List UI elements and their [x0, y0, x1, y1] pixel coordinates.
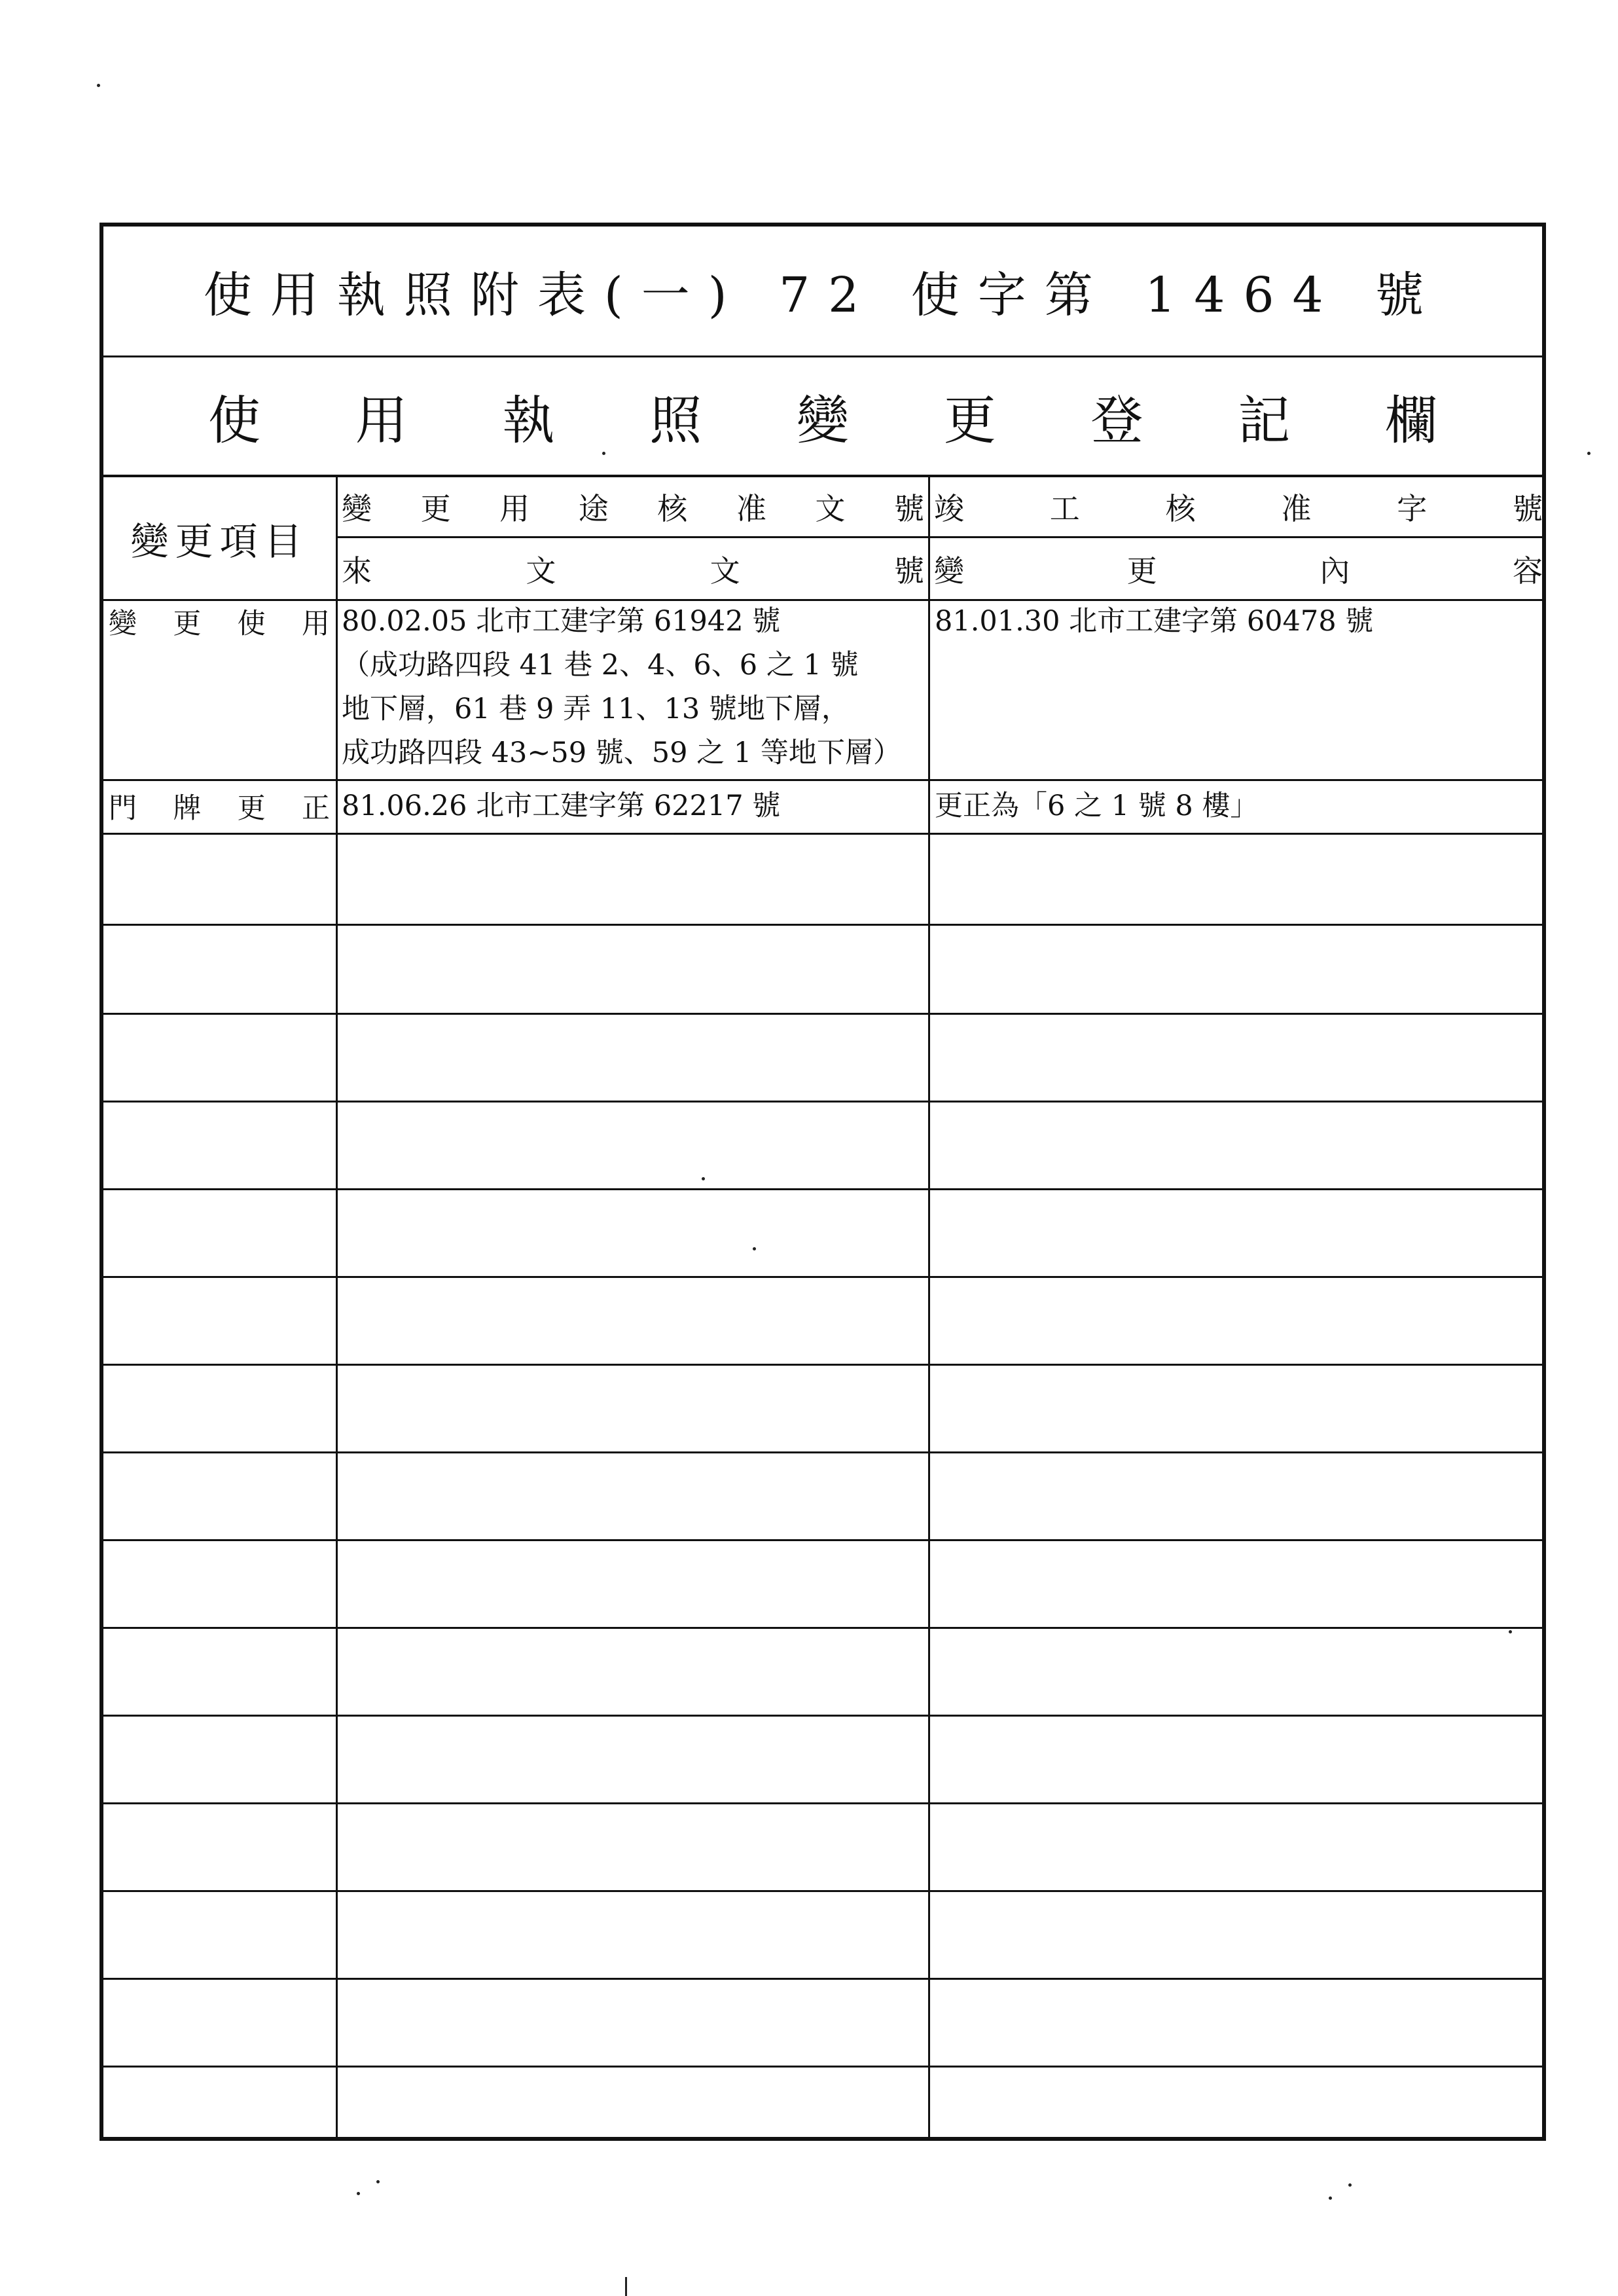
section-title — [103, 357, 1542, 477]
char: 字 — [1397, 491, 1428, 526]
row-completion: 更正為「6 之 1 號 8 樓」 — [935, 790, 1259, 822]
char: 更 — [237, 792, 266, 825]
char: 號 — [1512, 491, 1543, 526]
scan-speck — [702, 1177, 705, 1180]
table-grid — [103, 477, 1542, 2137]
row-item — [106, 786, 333, 826]
header-change-content — [931, 538, 1545, 599]
header-change-item: 變更項目 — [130, 519, 309, 564]
row-approval-line: 地下層，61 巷 9 弄 11、13 號地下層， — [342, 693, 850, 725]
scan-speck — [357, 2192, 360, 2195]
char: 更 — [1126, 553, 1157, 589]
row-item — [106, 602, 333, 641]
char: 來 — [342, 553, 372, 589]
scan-speck — [1348, 2183, 1352, 2187]
char: 更 — [173, 607, 202, 640]
char: 核 — [1165, 491, 1196, 526]
license-table — [99, 223, 1546, 2141]
row-completion: 81.01.30 北市工建字第 60478 號 — [935, 605, 1374, 638]
char: 容 — [1512, 553, 1543, 589]
scan-mark — [625, 2277, 627, 2296]
header-completion-no — [931, 477, 1545, 536]
char: 正 — [301, 792, 330, 825]
row-approval-line: 81.06.26 北市工建字第 62217 號 — [342, 790, 781, 822]
char: 文 — [526, 553, 556, 589]
char: 文 — [710, 553, 740, 589]
char: 執 — [502, 390, 555, 451]
char: 變 — [109, 607, 137, 640]
char: 准 — [1281, 491, 1312, 526]
row-approval-line: 80.02.05 北市工建字第 61942 號 — [342, 605, 781, 638]
char: 竣 — [934, 491, 964, 526]
scan-speck — [1509, 1630, 1512, 1633]
char: 用 — [301, 607, 330, 640]
char: 欄 — [1385, 390, 1437, 451]
char: 途 — [578, 491, 609, 526]
header-approval-no — [339, 477, 927, 536]
char: 登 — [1090, 390, 1143, 451]
char: 准 — [736, 491, 766, 526]
scan-speck — [376, 2180, 380, 2183]
char: 照 — [649, 390, 702, 451]
char: 門 — [109, 792, 137, 825]
header-incoming-no — [339, 538, 927, 599]
char: 使 — [208, 390, 261, 451]
scan-speck — [97, 84, 100, 87]
char: 內 — [1320, 553, 1350, 589]
char: 用 — [499, 491, 530, 526]
scan-speck — [753, 1247, 756, 1250]
scan-speck — [1329, 2196, 1332, 2200]
char: 使 — [237, 607, 266, 640]
char: 核 — [657, 491, 688, 526]
char: 變 — [797, 390, 849, 451]
char: 更 — [943, 390, 996, 451]
char: 牌 — [173, 792, 202, 825]
row-approval-line: 成功路四段 43~59 號、59 之 1 等地下層） — [342, 737, 901, 769]
char: 用 — [355, 390, 408, 451]
char: 記 — [1238, 390, 1291, 451]
char: 更 — [420, 491, 451, 526]
scan-speck — [1587, 452, 1591, 455]
char: 工 — [1049, 491, 1080, 526]
row-approval-line: （成功路四段 41 巷 2、4、6、6 之 1 號 — [342, 649, 859, 682]
char: 文 — [815, 491, 846, 526]
char: 號 — [893, 553, 924, 589]
char: 號 — [893, 491, 924, 526]
scan-speck — [602, 452, 605, 455]
char: 變 — [934, 553, 964, 589]
char: 變 — [342, 491, 372, 526]
table-title: 使用執照附表(一) 72 使字第 1464 號 — [103, 227, 1542, 357]
